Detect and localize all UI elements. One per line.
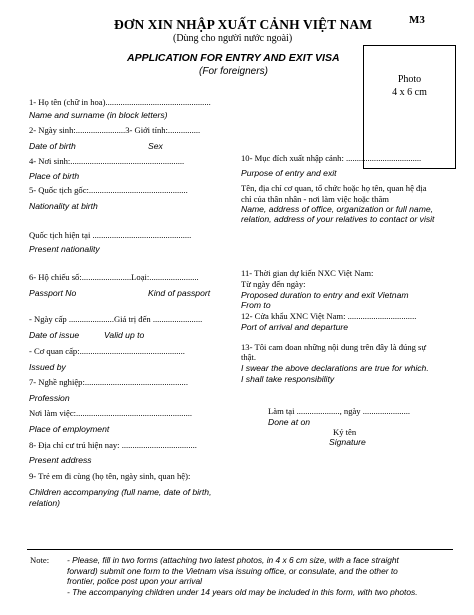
field-valid-up-to-en: Valid up to xyxy=(104,330,145,340)
form-code: M3 xyxy=(409,14,425,26)
declaration-vn-1: 13- Tôi cam đoan những nội dung trên đây là đúng sự xyxy=(241,342,427,352)
title-vietnamese: ĐƠN XIN NHẬP XUẤT CẢNH VIỆT NAM xyxy=(114,17,373,32)
field-contact-vn-2: chỉ của thân nhân - nơi làm việc hoặc thăm xyxy=(241,194,389,204)
field-issued-by-en: Issued by xyxy=(29,362,66,372)
field-duration-from-to-en: From to xyxy=(241,300,271,310)
declaration-en-2: I shall take responsibility xyxy=(241,374,335,384)
field-children-en-1: Children accompanying (full name, date of birth, xyxy=(29,487,212,497)
field-place-of-birth-en: Place of birth xyxy=(29,171,80,181)
field-employment[interactable]: Nơi làm việc:...................................................... xyxy=(29,408,193,418)
note-line-3: frontier, police post upon your arrival xyxy=(67,576,203,586)
field-nationality-birth[interactable]: 5- Quốc tịch gốc:.............................................. xyxy=(29,185,188,195)
field-passport[interactable]: 6- Hộ chiếu số:.......................Loại:....................... xyxy=(29,272,199,282)
field-full-name[interactable]: 1- Họ tên (chữ in hoa)................................................. xyxy=(29,97,211,107)
field-dob-en: Date of birth xyxy=(29,141,76,151)
note-line-1: - Please, fill in two forms (attaching two latest photos, in 4 x 6 cm size, with a face straight xyxy=(67,555,399,565)
field-port-en: Port of arrival and departure xyxy=(241,322,349,332)
title-english: APPLICATION FOR ENTRY AND EXIT VISA xyxy=(127,52,340,64)
field-address[interactable]: 8- Địa chỉ cư trú hiện nay: ................................... xyxy=(29,440,197,450)
signature-label-en: Signature xyxy=(329,437,366,447)
signature-label[interactable]: Ký tên xyxy=(333,427,357,437)
field-duration[interactable]: 11- Thời gian dự kiến NXC Việt Nam: xyxy=(241,268,374,278)
field-port[interactable]: 12- Cửa khẩu XNC Việt Nam: ................................ xyxy=(241,311,417,321)
field-purpose[interactable]: 10- Mục đích xuất nhập cảnh: ................................... xyxy=(241,153,422,163)
field-contact-en-2: relation, address of your relatives to contact or visit xyxy=(241,214,435,224)
note-line-2: forward) submit one form to the Vietnam visa issuing office, or consulate, and the other to xyxy=(67,566,398,576)
photo-label: Photo xyxy=(397,74,422,85)
field-purpose-en: Purpose of entry and exit xyxy=(241,168,337,178)
field-done-at-en: Done at on xyxy=(268,417,311,427)
field-duration-dates[interactable]: Từ ngày đến ngày: xyxy=(241,279,306,289)
field-nationality-birth-en: Nationality at birth xyxy=(29,201,98,211)
field-issue-date-en: Date of issue xyxy=(29,330,80,340)
photo-box[interactable] xyxy=(363,45,456,169)
field-contact-en-1: Name, address of office, organization or full name, xyxy=(241,204,434,214)
field-present-nationality[interactable]: Quốc tịch hiện tại .............................................. xyxy=(29,230,192,240)
field-dob-sex[interactable]: 2- Ngày sinh:.......................3- Giới tính:............... xyxy=(29,125,201,135)
note-label: Note: xyxy=(30,555,50,565)
field-passport-kind-en: Kind of passport xyxy=(148,288,211,298)
subtitle-vietnamese: (Dùng cho người nước ngoài) xyxy=(173,33,293,44)
note-line-4: - The accompanying children under 14 years old may be included in this form, with two photos. xyxy=(67,587,418,597)
field-place-of-birth[interactable]: 4- Nơi sinh:..................................................... xyxy=(29,156,185,166)
field-present-nationality-en: Present nationality xyxy=(29,244,100,254)
field-profession[interactable]: 7- Nghề nghiệp:................................................ xyxy=(29,377,188,387)
field-children[interactable]: 9- Trẻ em đi cùng (họ tên, ngày sinh, quan hệ): xyxy=(29,471,191,481)
field-profession-en: Profession xyxy=(29,393,70,403)
field-children-en-2: relation) xyxy=(29,498,61,508)
field-full-name-en: Name and surname (in block letters) xyxy=(29,110,168,120)
photo-size: 4 x 6 cm xyxy=(392,87,427,98)
field-sex-en: Sex xyxy=(148,141,163,151)
declaration-vn-2: thật. xyxy=(241,352,257,362)
field-contact-vn-1[interactable]: Tên, địa chỉ cơ quan, tổ chức hoặc họ tên, quan hệ địa xyxy=(241,183,427,193)
field-employment-en: Place of employment xyxy=(29,424,110,434)
declaration-en-1: I swear the above declarations are true for which. xyxy=(241,363,429,373)
field-issued-by[interactable]: - Cơ quan cấp:................................................. xyxy=(29,346,185,356)
field-address-en: Present address xyxy=(29,455,92,465)
field-issue-valid[interactable]: - Ngày cấp .....................Giá trị đến ....................... xyxy=(29,314,203,324)
note-divider xyxy=(27,549,453,550)
field-done-at[interactable]: Làm tại ...................., ngày ...................... xyxy=(268,406,411,416)
subtitle-english: (For foreigners) xyxy=(199,66,268,77)
field-duration-en: Proposed duration to entry and exit Vietnam xyxy=(241,290,409,300)
field-passport-no-en: Passport No xyxy=(29,288,77,298)
